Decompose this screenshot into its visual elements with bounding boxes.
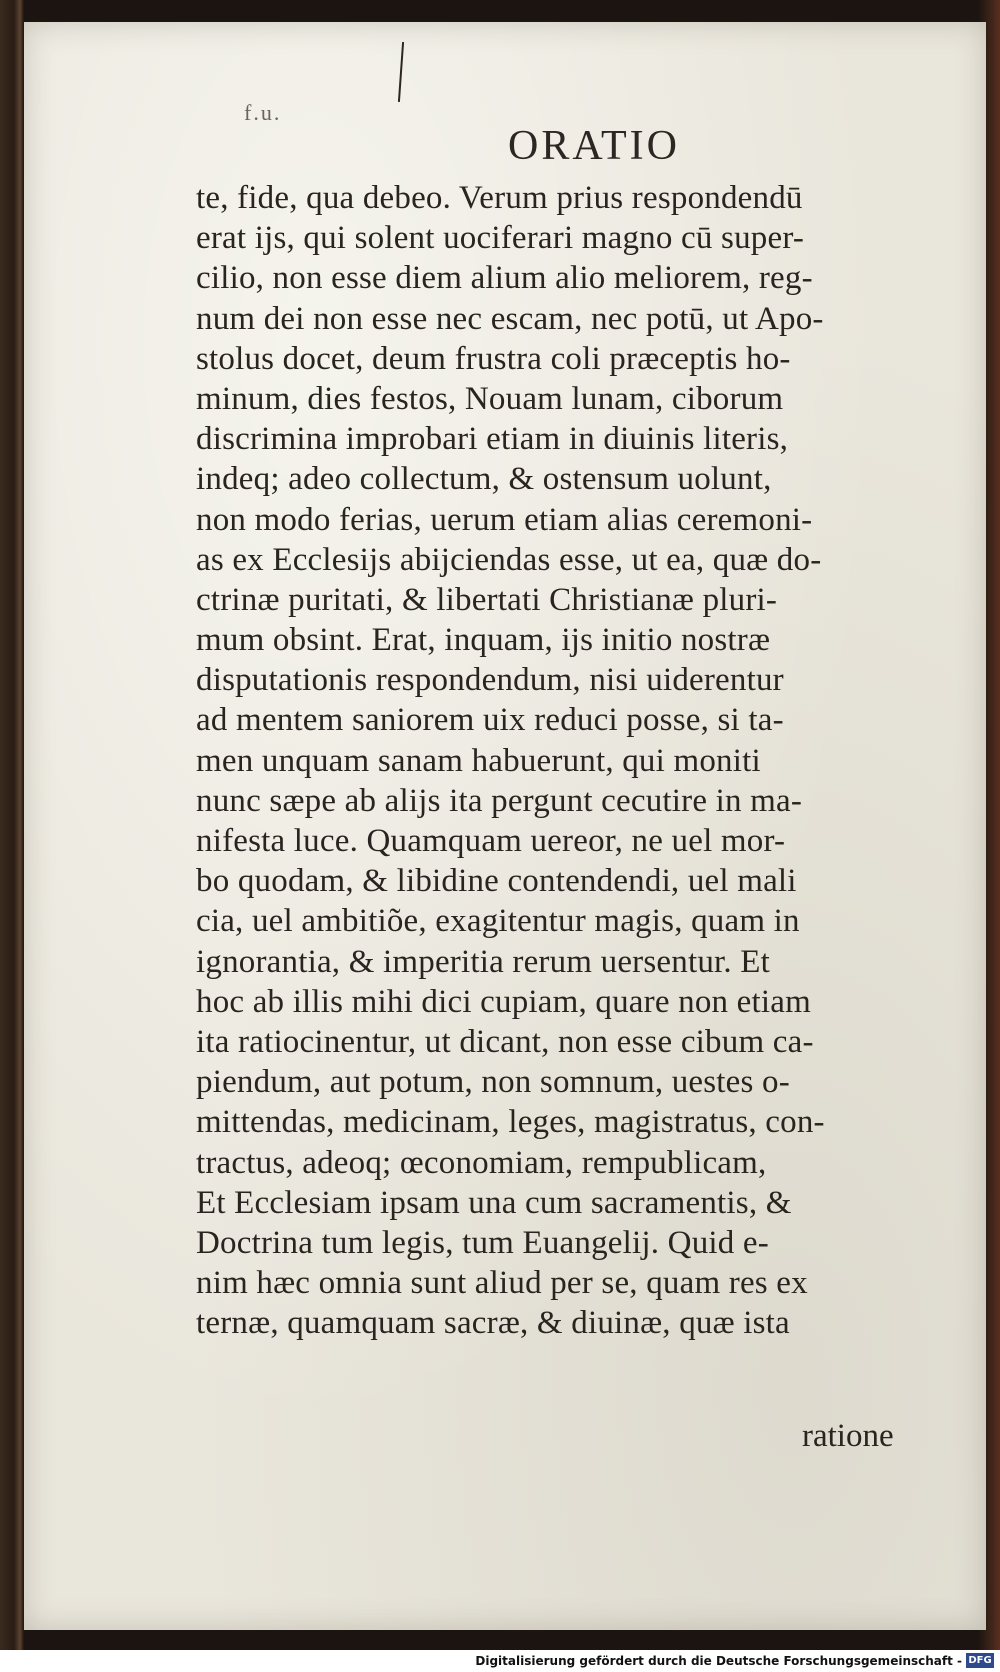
page-mark: f.u. bbox=[244, 100, 282, 125]
catchword: ratione bbox=[802, 1418, 894, 1454]
text-line: nifesta luce. Quamquam uereor, ne uel mor- bbox=[196, 823, 786, 859]
text-line: cia, uel ambitiõe, exagitentur magis, quam in bbox=[196, 903, 800, 940]
text-line: nunc sæpe ab alijs ita pergunt cecutire in ma- bbox=[196, 782, 803, 819]
book-page bbox=[24, 22, 986, 1630]
text-line: erat ijs, qui solent uociferari magno cū super- bbox=[196, 220, 805, 257]
text-line: hoc ab illis mihi dici cupiam, quare non etiam bbox=[196, 983, 811, 1020]
text-line: mittendas, medicinam, leges, magistratus, con- bbox=[196, 1104, 825, 1141]
text-line: ad mentem saniorem uix reduci posse, si ta- bbox=[196, 702, 784, 739]
text-line: ignorantia, & imperitia rerum uersentur. Et bbox=[196, 943, 771, 980]
text-line: num dei non esse nec escam, nec potū, ut Apo- bbox=[196, 300, 824, 337]
text-line: te, fide, qua debeo. Verum prius respondendū bbox=[196, 180, 803, 216]
text-line: disputationis respondendum, nisi uiderentur bbox=[196, 662, 784, 699]
text-line: non modo ferias, uerum etiam alias ceremoni- bbox=[196, 501, 813, 538]
text-line: as ex Ecclesijs abijciendas esse, ut ea, quæ do- bbox=[196, 541, 822, 578]
text-line: bo quodam, & libidine contendendi, uel mali bbox=[196, 863, 797, 900]
text-line: nim hæc omnia sunt aliud per se, quam res ex bbox=[196, 1265, 808, 1302]
text-line: ternæ, quamquam sacræ, & diuinæ, quæ ista bbox=[196, 1305, 790, 1342]
text-line: Et Ecclesiam ipsam una cum sacramentis, & bbox=[196, 1184, 792, 1221]
text-line: indeq; adeo collectum, & ostensum uolunt, bbox=[196, 461, 772, 498]
text-line: Doctrina tum legis, tum Euangelij. Quid e- bbox=[196, 1224, 769, 1261]
running-head: ORATIO bbox=[508, 123, 680, 169]
text-line: stolus docet, deum frustra coli præceptis ho- bbox=[196, 340, 791, 377]
text-line: discrimina improbari etiam in diuinis literis, bbox=[196, 421, 789, 458]
text-line: cilio, non esse diem alium alio meliorem, reg- bbox=[196, 260, 813, 297]
pen-mark bbox=[398, 42, 404, 102]
text-line: mum obsint. Erat, inquam, ijs initio nostræ bbox=[196, 622, 771, 659]
text-line: minum, dies festos, Nouam lunam, ciborum bbox=[196, 380, 784, 417]
text-line: men unquam sanam habuerunt, qui moniti bbox=[196, 742, 761, 779]
footer-bar bbox=[0, 1650, 1000, 1672]
text-line: ctrinæ puritati, & libertati Christianæ pluri- bbox=[196, 581, 778, 618]
dfg-logo-icon: DFG bbox=[966, 1653, 994, 1668]
text-line: tractus, adeoq; œconomiam, rempublicam, bbox=[196, 1144, 767, 1181]
text-line: piendum, aut potum, non somnum, uestes o- bbox=[196, 1064, 790, 1101]
text-line: ita ratiocinentur, ut dicant, non esse cibum ca- bbox=[196, 1023, 814, 1060]
footer-credit: Digitalisierung gefördert durch die Deutsche Forschungsgemeinschaft - bbox=[475, 1654, 962, 1668]
body-text bbox=[196, 178, 964, 1343]
